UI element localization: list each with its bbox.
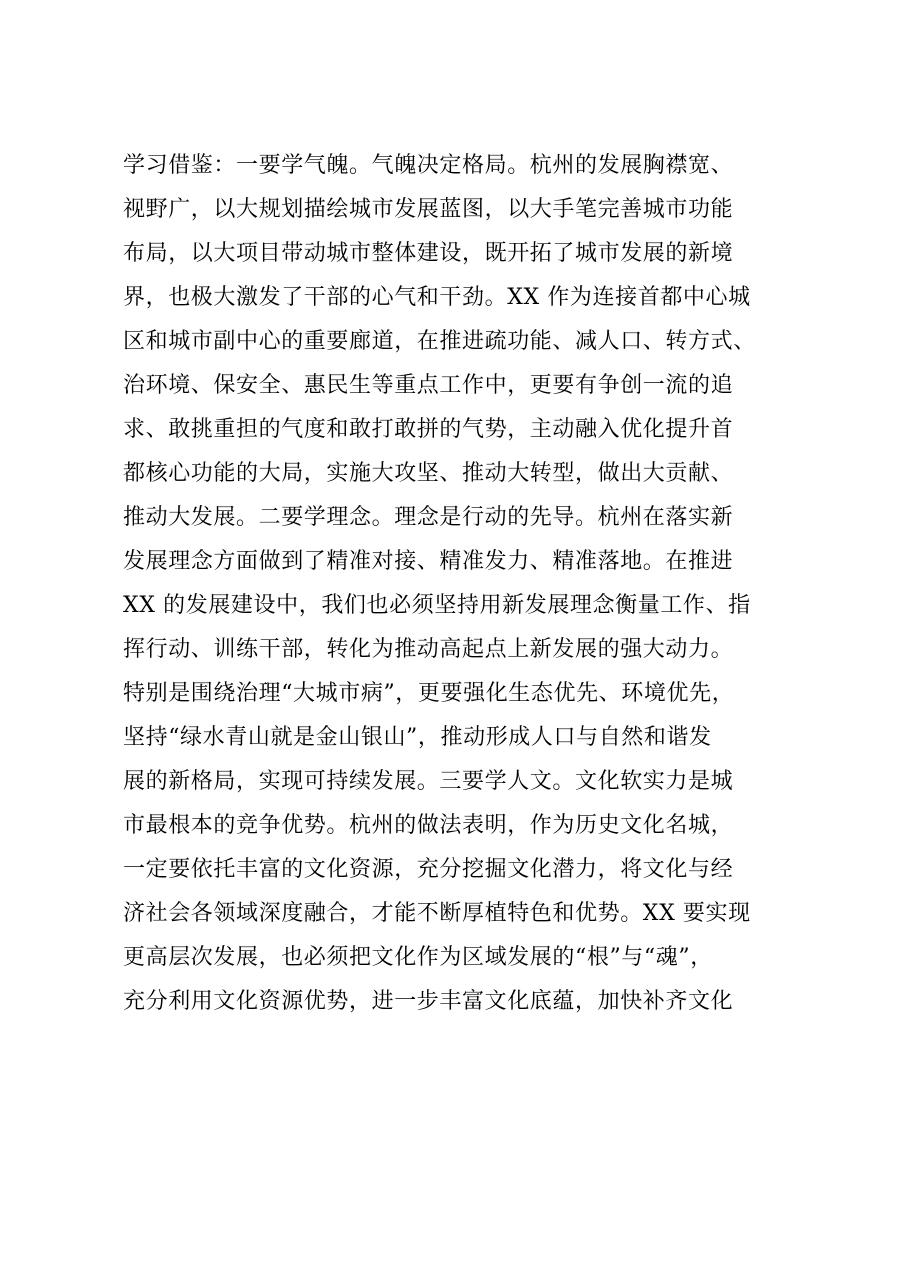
text-line-12: 挥行动、训练干部，转化为推动高起点上新发展的强大动力。 <box>123 637 734 662</box>
text-line-18: 济社会各领域深度融合，才能不断厚植特色和优势。XX 要实现 <box>123 901 751 926</box>
text-line-6: 治环境、保安全、惠民生等重点工作中，更要有争创一流的追 <box>123 373 734 398</box>
text-line-15: 展的新格局，实现可持续发展。三要学人文。文化软实力是城 <box>123 769 734 794</box>
text-line-11: XX 的发展建设中，我们也必须坚持用新发展理念衡量工作、指 <box>123 593 751 618</box>
text-line-9: 推动大发展。二要学理念。理念是行动的先导。杭州在落实新 <box>123 505 734 530</box>
text-line-19: 更高层次发展，也必须把文化作为区域发展的“根”与“魂”， <box>123 945 713 970</box>
text-line-4: 界，也极大激发了干部的心气和干劲。XX 作为连接首都中心城 <box>123 285 751 310</box>
text-line-8: 都核心功能的大局，实施大攻坚、推动大转型，做出大贡献、 <box>123 461 734 486</box>
text-line-1: 学习借鉴：一要学气魄。气魄决定格局。杭州的发展胸襟宽、 <box>123 153 734 178</box>
text-line-16: 市最根本的竞争优势。杭州的做法表明，作为历史文化名城， <box>123 813 734 838</box>
text-line-7: 求、敢挑重担的气度和敢打敢拼的气势，主动融入优化提升首 <box>123 417 734 442</box>
text-line-3: 布局，以大项目带动城市整体建设，既开拓了城市发展的新境 <box>123 241 734 266</box>
text-line-17: 一定要依托丰富的文化资源，充分挖掘文化潜力，将文化与经 <box>123 857 734 882</box>
text-line-2: 视野广，以大规划描绘城市发展蓝图，以大手笔完善城市功能 <box>123 197 734 222</box>
text-line-5: 区和城市副中心的重要廊道，在推进疏功能、减人口、转方式、 <box>123 329 756 354</box>
text-line-20: 充分利用文化资源优势，进一步丰富文化底蕴，加快补齐文化 <box>123 989 734 1014</box>
text-line-10: 发展理念方面做到了精准对接、精准发力、精准落地。在推进 <box>123 549 734 574</box>
text-line-13: 特别是围绕治理“大城市病”，更要强化生态优先、环境优先， <box>123 681 735 706</box>
text-line-14: 坚持“绿水青山就是金山银山”，推动形成人口与自然和谐发 <box>123 725 712 750</box>
body-paragraph <box>123 144 813 1024</box>
